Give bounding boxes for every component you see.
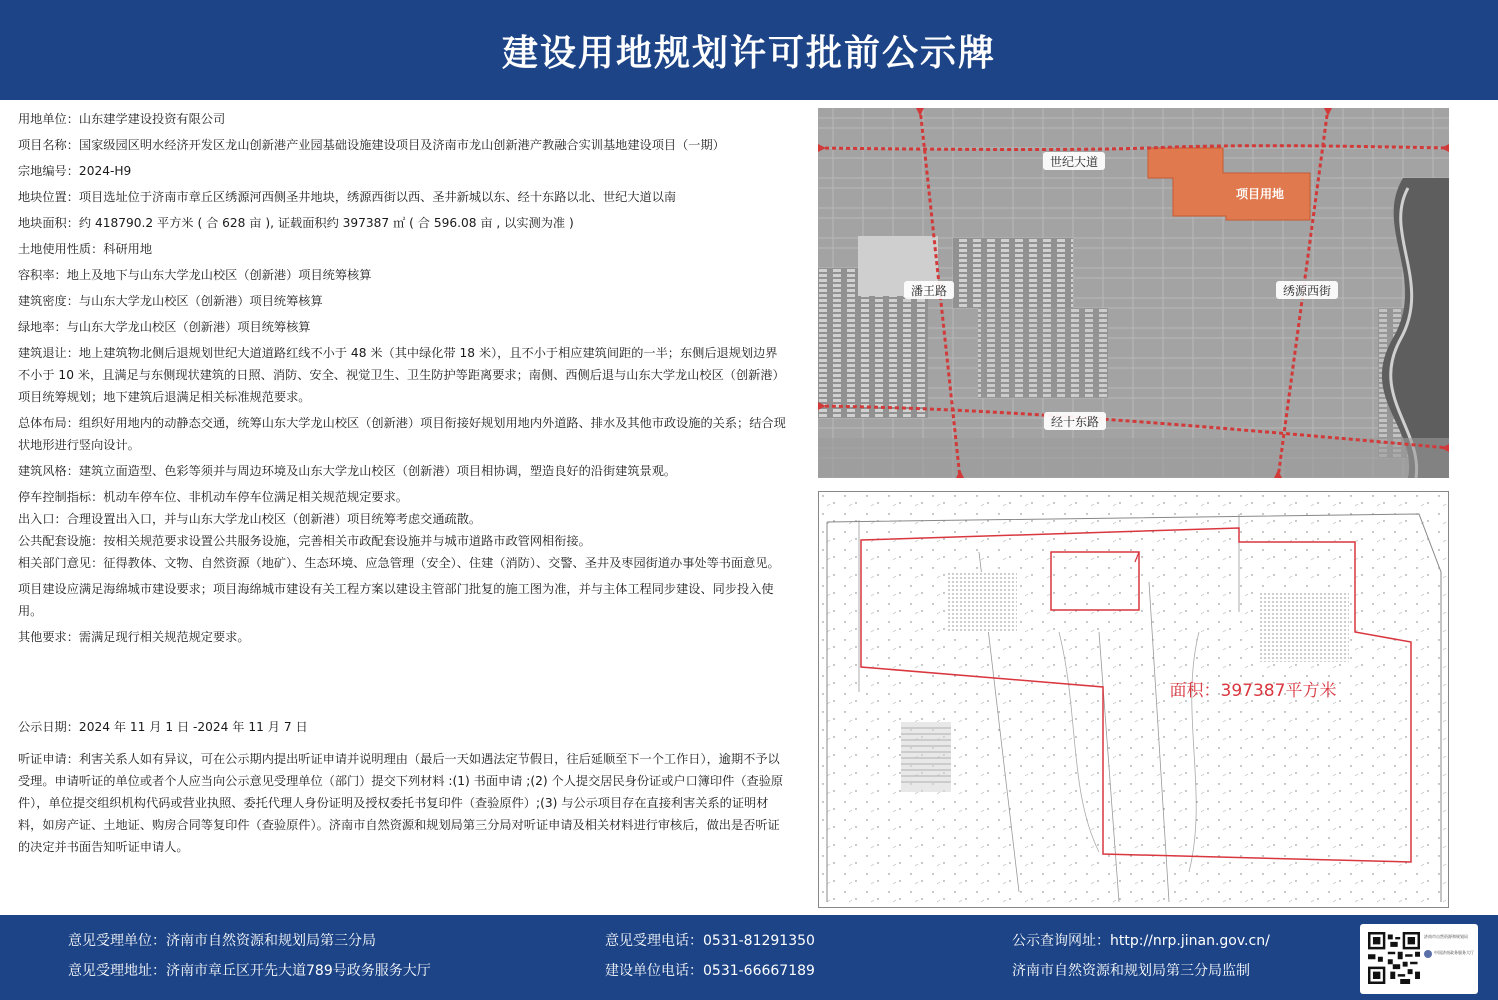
- header-banner: [0, 0, 1498, 100]
- project-name: 项目名称：国家级园区明水经济开发区龙山创新港产业园基础设施建设项目及济南市龙山创新港产教融合实训基地建设项目（一期）: [18, 138, 725, 152]
- footer-phone: 意见受理电话：0531-81291350: [605, 933, 815, 949]
- sponge-city: 项目建设应满足海绵城市建设要求；项目海绵城市建设有关工程方案以建设主管部门批复的施工图为准，并与主体工程同步建设、同步投入使用。: [18, 582, 774, 618]
- footer-supervisor: 济南市自然资源和规划局第三分局监制: [1012, 963, 1250, 979]
- seal-icon: [1424, 950, 1432, 958]
- footer-office: 意见受理单位：济南市自然资源和规划局第三分局: [68, 933, 376, 949]
- other-requirements: 其他要求：需满足现行相关规范规定要求。: [18, 630, 250, 644]
- aerial-map: [818, 108, 1449, 478]
- hearing-notice: 听证申请：利害关系人如有异议，可在公示期内提出听证申请并说明理由（最后一天如遇法定节假日，往后延顺至下一个工作日），逾期不予以受理。申请听证的单位或者个人应当向公示意见受理单位（部门）提交下列材料 :(1) 书面申请 ;(2) 个人提交居民身份证或户口簿印件（查验原件），单位提交组织机构代码或营业执照、委托代理人身份证明及授权委托书复印件（查验原件）;(3) 与公示项目存在直接利害关系的证明材料，如房产证、土地证、购房合同等复印件（查验原件）。济南市自然资源和规划局第三分局对听证申请及相关材料进行审核后，做出是否听证的决定并书面告知听证申请人。: [18, 752, 784, 854]
- info-panel: [18, 108, 786, 908]
- road-label-jingshi: 经十东路: [1050, 415, 1100, 429]
- footer-url[interactable]: 公示查询网址：http://nrp.jinan.gov.cn/: [1012, 933, 1270, 949]
- parcel-location: 地块位置：项目选址位于济南市章丘区绣源河西侧圣井地块，绣源西街以西、圣井新城以东、经十东路以北、世纪大道以南: [18, 190, 677, 204]
- plan-area-label: 面积：397387平方米: [1169, 681, 1337, 701]
- footer-banner: [0, 915, 1498, 1000]
- qr-caption-1: 济南市自然资源和规划局: [1424, 934, 1468, 939]
- setback: 建筑退让：地上建筑物北侧后退规划世纪大道道路红线不小于 48 米（其中绿化带 18 米），且不小于相应建筑间距的一半；东侧后退规划边界不小于 10 米，且满足与东侧现状建筑的日照、消防、安全、视觉卫生、卫生防护等距离要求；南侧、西侧后退与山东大学龙山校区（创新港）项目统筹规划；地下建筑后退满足相关标准规范要求。: [18, 346, 785, 404]
- notice-date: 公示日期：2024 年 11 月 1 日 -2024 年 11 月 7 日: [18, 720, 308, 734]
- qr-code-icon[interactable]: [1368, 932, 1420, 984]
- density: 建筑密度：与山东大学龙山校区（创新港）项目统筹核算: [18, 294, 323, 308]
- land-use: 土地使用性质：科研用地: [18, 242, 153, 256]
- layout: 总体布局：组织好用地内的动静态交通，统筹山东大学龙山校区（创新港）项目衔接好规划用地内外道路、排水及其他市政设施的关系；结合现状地形进行竖向设计。: [18, 416, 786, 452]
- dept-opinions: 相关部门意见：征得教体、文物、自然资源（地矿）、生态环境、应急管理（安全）、住建（消防）、交警、圣井及枣园街道办事处等书面意见。: [18, 556, 780, 570]
- road-label-panwang: 潘王路: [910, 284, 948, 298]
- site-plan: [818, 491, 1449, 908]
- qr-caption-2: 中国济南政务服务大厅: [1434, 950, 1474, 955]
- parking: 停车控制指标：机动车停车位、非机动车停车位满足相关规范规定要求。: [18, 490, 408, 504]
- qr-code-card: [1360, 924, 1478, 994]
- parcel-no: 宗地编号：2024-H9: [18, 164, 132, 178]
- page-title: 建设用地规划许可批前公示牌: [501, 32, 996, 74]
- parcel-area: 地块面积：约 418790.2 平方米 ( 合 628 亩 ), 证载面积约 397387 ㎡ ( 合 596.08 亩 , 以实测为准 ): [18, 216, 574, 230]
- footer-builder-phone: 建设单位电话：0531-66667189: [605, 963, 815, 979]
- building-style: 建筑风格：建筑立面造型、色彩等须并与周边环境及山东大学龙山校区（创新港）项目相协调，塑造良好的沿街建筑景观。: [18, 464, 677, 478]
- aerial-map-svg: [818, 108, 1449, 478]
- public-facilities: 公共配套设施：按相关规范要求设置公共服务设施，完善相关市政配套设施并与城市道路市政管网相衔接。: [18, 534, 591, 548]
- entrance: 出入口：合理设置出入口，并与山东大学龙山校区（创新港）项目统筹考虑交通疏散。: [18, 512, 482, 526]
- green-rate: 绿地率：与山东大学龙山校区（创新港）项目统筹核算: [18, 320, 311, 334]
- project-site-label: 项目用地: [1235, 187, 1285, 201]
- road-label-century: 世纪大道: [1049, 155, 1099, 169]
- footer-address: 意见受理地址：济南市章丘区开先大道789号政务服务大厅: [68, 963, 431, 979]
- land-user: 用地单位：山东建学建设投资有限公司: [18, 112, 226, 126]
- far: 容积率：地上及地下与山东大学龙山校区（创新港）项目统筹核算: [18, 268, 372, 282]
- road-label-xiuyuan: 绣源西街: [1282, 284, 1332, 298]
- site-plan-svg: [819, 492, 1448, 907]
